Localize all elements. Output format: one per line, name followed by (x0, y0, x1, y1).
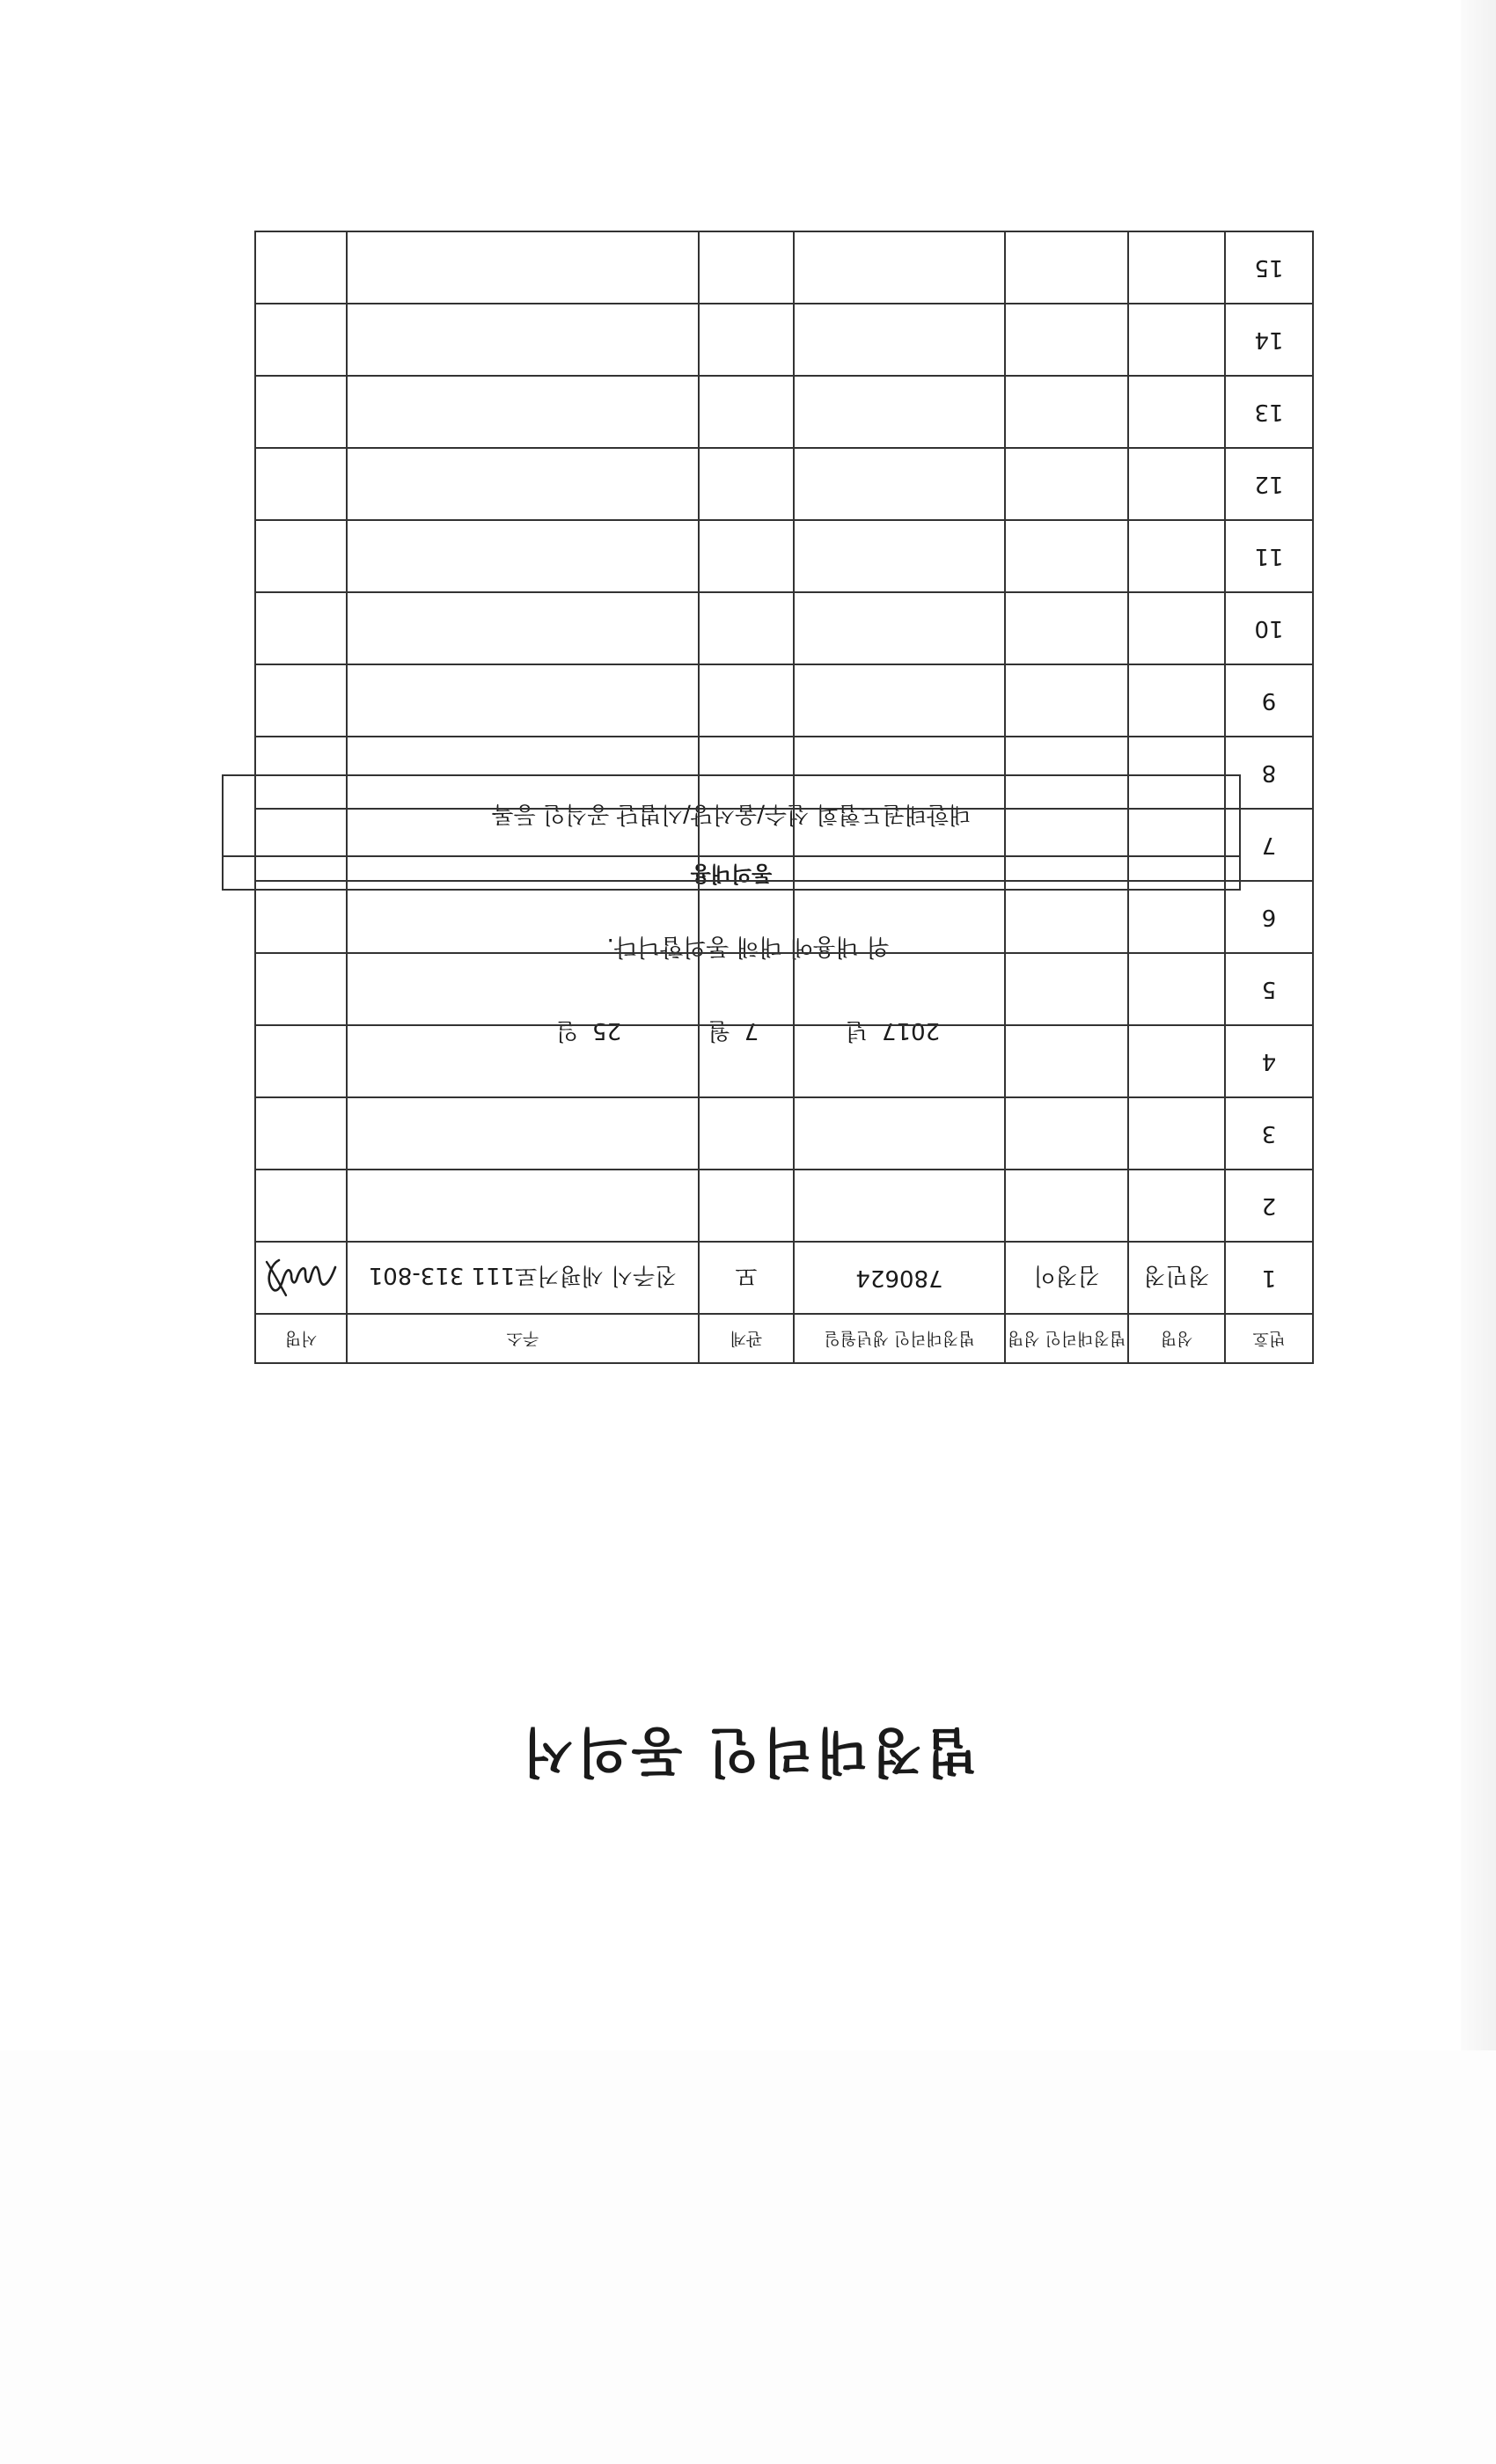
cell-guardian-birth (794, 809, 1005, 881)
cell-guardian-birth (794, 1170, 1005, 1242)
cell-signature (255, 664, 347, 737)
cell-relation (699, 376, 794, 448)
date-month-unit: 월 (708, 1017, 730, 1044)
cell-guardian-name (1005, 881, 1128, 953)
cell-signature (255, 881, 347, 953)
cell-name (1128, 737, 1225, 809)
cell-address (347, 664, 699, 737)
header-signature: 서명 (255, 1314, 347, 1363)
cell-address (347, 881, 699, 953)
cell-name (1128, 520, 1225, 592)
cell-name (1128, 809, 1225, 881)
cell-name (1128, 1025, 1225, 1097)
cell-relation (699, 448, 794, 520)
date-day: 25 (592, 1017, 622, 1044)
cell-signature (255, 1242, 347, 1314)
cell-guardian-birth (794, 664, 1005, 737)
cell-address (347, 520, 699, 592)
table-row (255, 737, 1313, 809)
table-row (255, 953, 1313, 1025)
cell-address (347, 304, 699, 376)
cell-no: 12 (1225, 448, 1313, 520)
document-title: 법정대리인 동의서 (518, 1720, 978, 1782)
cell-guardian-name (1005, 231, 1128, 304)
cell-guardian-birth (794, 231, 1005, 304)
cell-guardian-name (1005, 376, 1128, 448)
header-relation: 관계 (699, 1314, 794, 1363)
cell-guardian-birth (794, 592, 1005, 664)
table-row (255, 809, 1313, 881)
cell-name (1128, 231, 1225, 304)
table-row (255, 304, 1313, 376)
cell-no: 4 (1225, 1025, 1313, 1097)
cell-signature (255, 1097, 347, 1170)
cell-guardian-birth (794, 881, 1005, 953)
date-day-unit: 일 (555, 1017, 578, 1044)
cell-guardian-birth (794, 1025, 1005, 1097)
cell-relation: 모 (699, 1242, 794, 1314)
cell-name (1128, 1170, 1225, 1242)
table-row (255, 1170, 1313, 1242)
cell-guardian-name (1005, 520, 1128, 592)
cell-name (1128, 448, 1225, 520)
cell-guardian-name (1005, 448, 1128, 520)
cell-signature (255, 448, 347, 520)
cell-guardian-name (1005, 737, 1128, 809)
cell-relation (699, 304, 794, 376)
table-row (255, 881, 1313, 953)
cell-no: 7 (1225, 809, 1313, 881)
table-row (255, 376, 1313, 448)
cell-relation (699, 1170, 794, 1242)
cell-address (347, 1170, 699, 1242)
cell-relation (699, 881, 794, 953)
header-address: 주소 (347, 1314, 699, 1363)
cell-name (1128, 881, 1225, 953)
table-row (255, 1025, 1313, 1097)
cell-signature (255, 1170, 347, 1242)
cell-no: 14 (1225, 304, 1313, 376)
table-row (255, 1097, 1313, 1170)
cell-relation (699, 664, 794, 737)
cell-no: 9 (1225, 664, 1313, 737)
cell-relation (699, 592, 794, 664)
table-row (255, 520, 1313, 592)
table-row (255, 448, 1313, 520)
table-row (255, 1242, 1313, 1314)
cell-signature (255, 737, 347, 809)
cell-guardian-name (1005, 1097, 1128, 1170)
table-header-row (255, 1314, 1313, 1363)
cell-no: 10 (1225, 592, 1313, 664)
cell-guardian-name (1005, 1025, 1128, 1097)
table-row (255, 231, 1313, 304)
cell-name (1128, 304, 1225, 376)
cell-guardian-birth (794, 448, 1005, 520)
header-no: 번호 (1225, 1314, 1313, 1363)
header-guardian-birth: 법정대리인 생년월일 (794, 1314, 1005, 1363)
cell-no: 1 (1225, 1242, 1313, 1314)
cell-address (347, 376, 699, 448)
cell-relation (699, 231, 794, 304)
cell-address (347, 809, 699, 881)
cell-guardian-name (1005, 809, 1128, 881)
cell-guardian-name (1005, 664, 1128, 737)
cell-guardian-birth (794, 953, 1005, 1025)
table-row (255, 664, 1313, 737)
cell-address (347, 592, 699, 664)
cell-guardian-birth: 780624 (794, 1242, 1005, 1314)
cell-signature (255, 809, 347, 881)
cell-guardian-name (1005, 1170, 1128, 1242)
cell-guardian-name (1005, 953, 1128, 1025)
cell-guardian-birth (794, 304, 1005, 376)
cell-no: 6 (1225, 881, 1313, 953)
date-year: 2017 (881, 1017, 941, 1044)
date-year-unit: 년 (845, 1017, 868, 1044)
cell-address (347, 737, 699, 809)
cell-guardian-name (1005, 304, 1128, 376)
cell-no: 5 (1225, 953, 1313, 1025)
cell-address (347, 953, 699, 1025)
consent-header: 동의내용 (224, 855, 1239, 889)
cell-address (347, 1025, 699, 1097)
consent-body: 대한태권도협회 선수/움서당/시범단 공식인 등록 (491, 801, 972, 827)
cell-guardian-birth (794, 376, 1005, 448)
cell-signature (255, 520, 347, 592)
cell-signature (255, 376, 347, 448)
cell-relation (699, 737, 794, 809)
cell-relation (699, 1025, 794, 1097)
cell-guardian-birth (794, 520, 1005, 592)
cell-no: 11 (1225, 520, 1313, 592)
cell-relation (699, 953, 794, 1025)
cell-name (1128, 592, 1225, 664)
cell-signature (255, 231, 347, 304)
cell-guardian-name: 김정이 (1005, 1242, 1128, 1314)
date-month: 7 (744, 1017, 759, 1044)
cell-relation (699, 809, 794, 881)
cell-address (347, 1097, 699, 1170)
cell-relation (699, 1097, 794, 1170)
cell-signature (255, 304, 347, 376)
cell-signature (255, 1025, 347, 1097)
cell-no: 3 (1225, 1097, 1313, 1170)
cell-name (1128, 664, 1225, 737)
header-name: 성명 (1128, 1314, 1225, 1363)
cell-guardian-birth (794, 737, 1005, 809)
cell-guardian-birth (794, 1097, 1005, 1170)
cell-signature (255, 592, 347, 664)
cell-guardian-name (1005, 592, 1128, 664)
agreement-text: 위 내용에 대해 동의합니다. (606, 933, 890, 960)
cell-name (1128, 1097, 1225, 1170)
cell-no: 2 (1225, 1170, 1313, 1242)
cell-no: 15 (1225, 231, 1313, 304)
cell-address (347, 448, 699, 520)
handwritten-signature (261, 1253, 341, 1302)
cell-address: 진주시 새평거로111 313-801 (347, 1242, 699, 1314)
table-row (255, 592, 1313, 664)
cell-no: 8 (1225, 737, 1313, 809)
cell-name: 정민정 (1128, 1242, 1225, 1314)
cell-relation (699, 520, 794, 592)
cell-name (1128, 376, 1225, 448)
cell-no: 13 (1225, 376, 1313, 448)
cell-name (1128, 953, 1225, 1025)
guardian-table (254, 231, 1314, 1364)
header-guardian-name: 법정대리인 성명 (1005, 1314, 1128, 1363)
cell-address (347, 231, 699, 304)
cell-signature (255, 953, 347, 1025)
